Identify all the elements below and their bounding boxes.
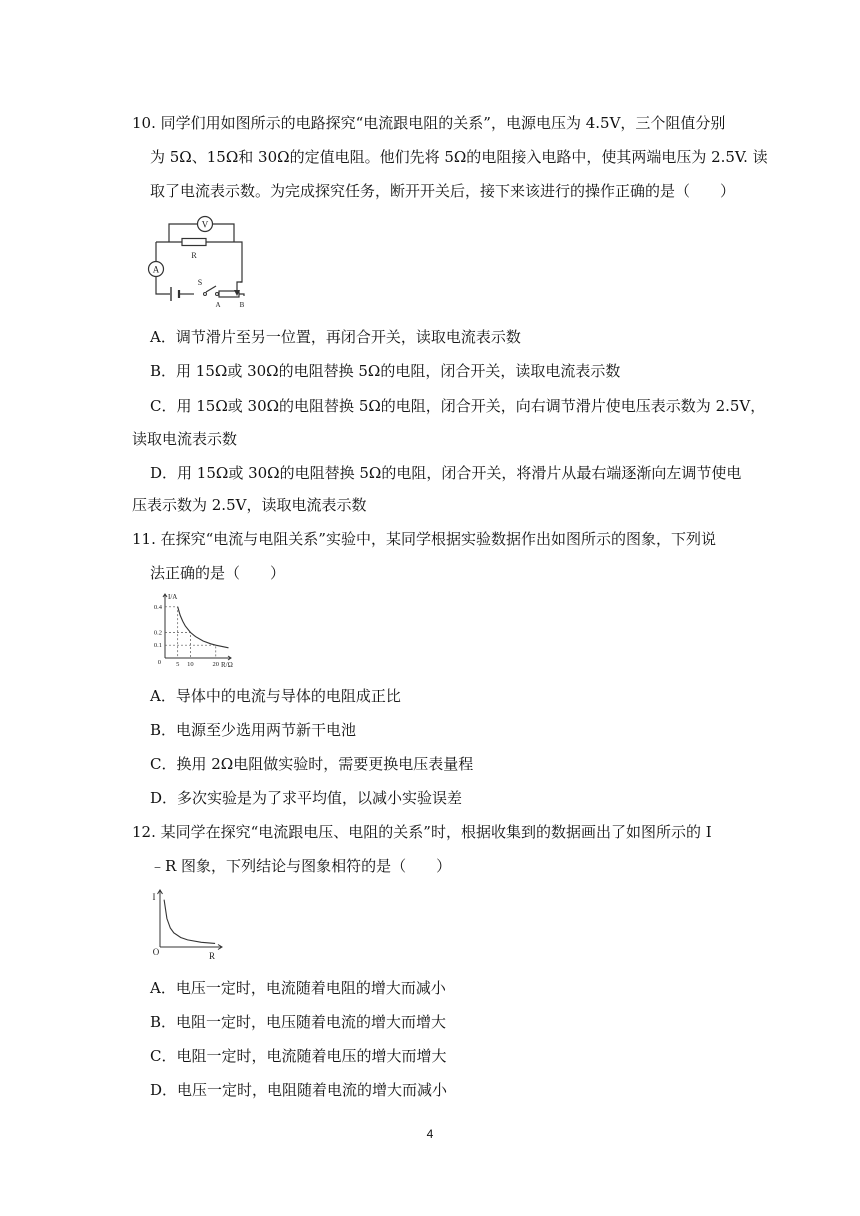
origin-label: O (152, 947, 160, 957)
x-axis-label: R (208, 951, 216, 961)
q12-option-b: B．电阻一定时，电压随着电流的增大而增大 (150, 1013, 447, 1031)
q10-stem-line1: 10. 同学们用如图所示的电路探究“电流跟电阻的关系”，电源电压为 4.5V，三个阻值分别 (132, 114, 726, 132)
rheostat-end-a-label: A (215, 301, 221, 309)
q10-option-c-line2: 读取电流表示数 (132, 430, 238, 448)
q10-stem-line2: 为 5Ω、15Ω和 30Ω的定值电阻。他们先将 5Ω的电阻接入电路中，使其两端电压为 2.5V. 读 (150, 148, 768, 166)
q10-option-d-line1: D．用 15Ω或 30Ω的电阻替换 5Ω的电阻，闭合开关，将滑片从最右端逐渐向左调节使电 (150, 464, 742, 482)
voltmeter-label: V (201, 219, 209, 230)
q11-option-a: A．导体中的电流与导体的电阻成正比 (150, 687, 401, 705)
rheostat-end-b-label: B (239, 301, 245, 309)
ammeter-label: A (152, 264, 160, 275)
q11-stem-line1: 11. 在探究“电流与电阻关系”实验中，某同学根据实验数据作出如图所示的图象，下列说 (132, 530, 716, 548)
y-tick-label: 0.2 (153, 629, 162, 637)
y-tick-label: 0.1 (153, 642, 162, 650)
battery-icon (171, 287, 179, 301)
q11-curve (178, 607, 229, 648)
q12-i-r-graph (146, 886, 236, 962)
x-tick-label: 10 (187, 661, 194, 668)
q10-option-a: A．调节滑片至另一位置，再闭合开关，读取电流表示数 (150, 328, 521, 346)
q12-option-a: A．电压一定时，电流随着电阻的增大而减小 (150, 979, 446, 997)
q11-stem-line2: 法正确的是（ ） (150, 564, 286, 582)
q11-option-b: B．电源至少选用两节新干电池 (150, 721, 357, 739)
y-tick-label: 0.4 (153, 603, 162, 611)
q10-option-b: B．用 15Ω或 30Ω的电阻替换 5Ω的电阻，闭合开关，读取电流表示数 (150, 362, 621, 380)
q12-stem-line2: ﹣R 图象，下列结论与图象相符的是（ ） (150, 857, 452, 875)
q10-option-c-line1: C．用 15Ω或 30Ω的电阻替换 5Ω的电阻，闭合开关，向右调节滑片使电压表示数为 2.5V， (150, 397, 766, 415)
q11-option-c: C．换用 2Ω电阻做实验时，需要更换电压表量程 (150, 755, 474, 773)
q12-stem-line1: 12. 某同学在探究“电流跟电压、电阻的关系”时，根据收集到的数据画出了如图所示的 I (132, 823, 712, 841)
origin-label: 0 (157, 659, 161, 666)
q10-stem-line3: 取了电流表示数。为完成探究任务，断开开关后，接下来该进行的操作正确的是（ ） (150, 182, 736, 200)
y-axis-label: I (152, 892, 156, 902)
q11-i-r-graph (145, 590, 240, 672)
y-axis-label: I/A (168, 593, 178, 601)
resistor-r-icon (182, 239, 206, 246)
q12-curve (164, 900, 215, 944)
x-tick-label: 20 (212, 661, 220, 668)
switch-icon (204, 293, 207, 296)
q10-option-d-line2: 压表示数为 2.5V，读取电流表示数 (132, 496, 367, 514)
switch-label: S (197, 278, 203, 287)
x-axis-label: R/Ω (221, 661, 233, 669)
q12-option-c: C．电阻一定时，电流随着电压的增大而增大 (150, 1047, 447, 1065)
resistor-label: R (191, 251, 197, 260)
q10-circuit-diagram (144, 214, 264, 312)
q12-option-d: D．电压一定时，电阻随着电流的增大而减小 (150, 1081, 448, 1099)
page-number: 4 (426, 1127, 434, 1141)
x-tick-label: 5 (176, 661, 180, 668)
q11-option-d: D．多次实验是为了求平均值，以减小实验误差 (150, 789, 463, 807)
